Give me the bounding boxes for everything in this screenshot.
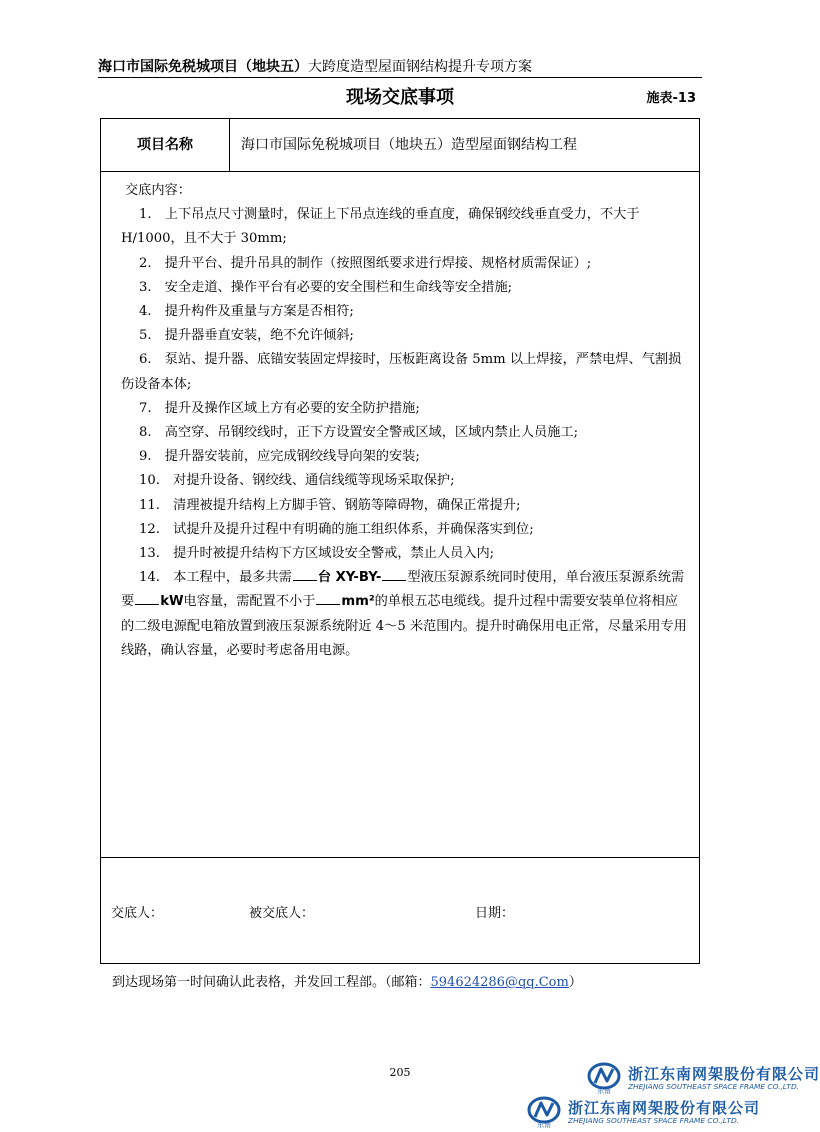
footer-note-end: ） [568, 975, 582, 990]
fill-in-blank[interactable] [316, 592, 340, 605]
form-number: 施表-13 [646, 91, 696, 106]
list-item: 5. 提升器垂直安装，绝不允许倾斜; [139, 328, 354, 344]
fill-in-blank[interactable] [135, 592, 159, 605]
list-item: 12. 试提升及提升过程中有明确的施工组织体系，并确保落实到位; [139, 521, 534, 537]
company-emblem-icon [586, 1062, 622, 1094]
list-item: 6. 泵站、提升器、底锚安装固定焊接时，压板距离设备 5mm 以上焊接，严禁电焊、气割损伤设备本体; [121, 352, 682, 392]
company-emblem-icon [526, 1096, 562, 1128]
page-number: 205 [389, 1066, 411, 1079]
running-header [98, 58, 702, 76]
item14-text-3: 电容量，需配置不小于 [183, 594, 316, 610]
footer-note-text: 到达现场第一时间确认此表格，并发回工程部。（邮箱： [112, 975, 431, 990]
item14-text-4: 的单根五芯电缆线。提升过程中需要安装单位将相应的二级电源配电箱放置到液压泵源系统附近 4～5 米范围内。提升时确保用电正常，尽量采用专用线路，确认容量，必要时考虑备用电源。 [121, 594, 687, 658]
list-item: 2. 提升平台、提升吊具的制作（按照图纸要求进行焊接、规格材质需保证）; [139, 255, 592, 271]
briefing-form-table [100, 118, 700, 964]
logo-badge-text: 东南 [537, 1121, 551, 1129]
list-item: 3. 安全走道、操作平台有必要的安全围栏和生命线等安全措施; [139, 279, 513, 295]
company-name-cn: 浙江东南网架股份有限公司 [628, 1064, 820, 1083]
item14-model: 台 XY-BY- [317, 570, 382, 586]
item14-unit-kw: kW [160, 594, 184, 610]
company-name-en: ZHEJIANG SOUTHEAST SPACE FRAME CO.,LTD. [568, 1115, 739, 1125]
company-name-en: ZHEJIANG SOUTHEAST SPACE FRAME CO.,LTD. [628, 1081, 799, 1091]
company-name-cn: 浙江东南网架股份有限公司 [568, 1098, 761, 1117]
fill-in-blank[interactable] [382, 568, 406, 581]
list-item: 7. 提升及操作区域上方有必要的安全防护措施; [139, 400, 420, 416]
list-item: 4. 提升构件及重量与方案是否相符; [139, 304, 354, 320]
date-label: 日期： [475, 906, 515, 921]
header-rule [98, 77, 702, 78]
footer-note [112, 974, 582, 992]
company-logo [586, 1062, 820, 1094]
list-item: 11. 清理被提升结构上方脚手管、钢筋等障碍物，确保正常提升; [139, 497, 521, 513]
presenter-label: 交底人： [111, 906, 164, 921]
email-link[interactable]: 594624286@qq.Com [430, 975, 569, 990]
briefing-content [121, 179, 687, 663]
header-project-name: 海口市国际免税城项目（地块五） [98, 59, 308, 75]
receiver-label: 被交底人： [249, 906, 315, 921]
table-row-divider [101, 857, 699, 858]
project-name-label: 项目名称 [101, 119, 230, 171]
list-item: 10. 对提升设备、钢绞线、通信线缆等现场采取保护; [139, 473, 455, 489]
list-item-14 [121, 566, 687, 663]
project-name-value: 海口市国际免税城项目（地块五）造型屋面钢结构工程 [241, 137, 577, 153]
item14-unit-mm2: mm² [341, 594, 375, 610]
list-item: 9. 提升器安装前，应完成钢绞线导向架的安装; [139, 449, 420, 465]
list-item: 8. 高空穿、吊钢绞线时，正下方设置安全警戒区域，区域内禁止人员施工; [139, 425, 579, 441]
form-title: 现场交底事项 [346, 87, 454, 108]
header-document-title: 大跨度造型屋面钢结构提升专项方案 [308, 59, 532, 75]
logo-badge-text: 东南 [597, 1087, 611, 1095]
item14-text-2: 型液压泵源系统同时使用，单台液压泵源系统需要 [121, 570, 685, 610]
item14-text-1: 14. 本工程中，最多共需 [139, 570, 292, 586]
company-logo [526, 1096, 760, 1128]
list-item: 1. 上下吊点尺寸测量时，保证上下吊点连线的垂直度，确保钢绞线垂直受力，不大于 H/1000，且不大于 30mm; [121, 207, 640, 247]
list-item: 13. 提升时被提升结构下方区域设安全警戒，禁止人员入内; [139, 546, 495, 562]
table-row-divider [101, 171, 699, 172]
fill-in-blank[interactable] [293, 568, 317, 581]
content-intro: 交底内容： [125, 183, 191, 198]
